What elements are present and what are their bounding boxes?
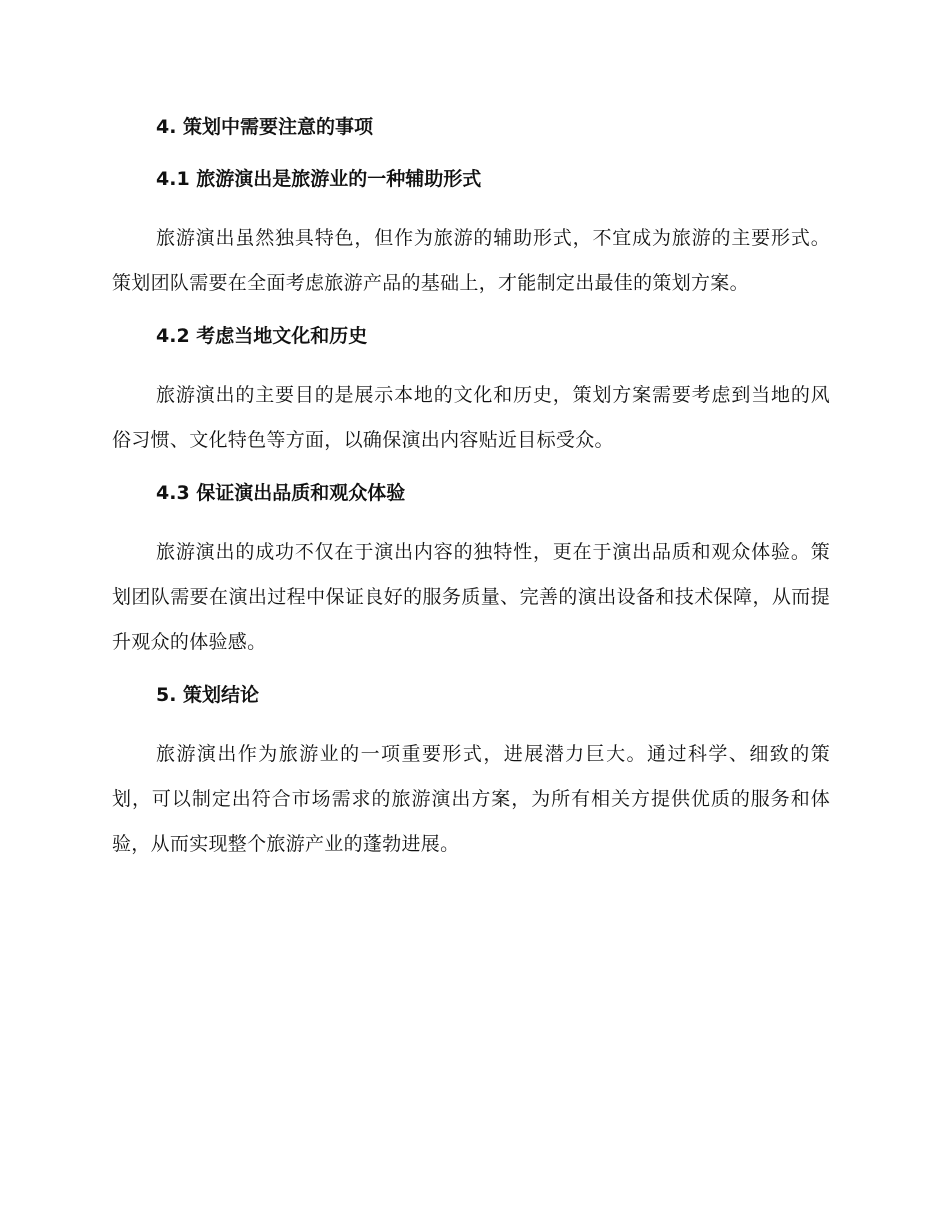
section-heading-4-1: 4.1 旅游演出是旅游业的一种辅助形式: [156, 168, 482, 190]
section-paragraph-4-1: 旅游演出虽然独具特色，但作为旅游的辅助形式，不宜成为旅游的主要形式。策划团队需要在全面考虑旅游产品的基础上，才能制定出最佳的策划方案。: [112, 227, 830, 294]
section-heading-4-2: 4.2 考虑当地文化和历史: [156, 325, 368, 347]
section-paragraph-5: 旅游演出作为旅游业的一项重要形式，进展潜力巨大。通过科学、细致的策划，可以制定出符合市场需求的旅游演出方案，为所有相关方提供优质的服务和体验，从而实现整个旅游产业的蓬勃进展。: [112, 743, 830, 855]
section-heading-5: 5. 策划结论: [156, 684, 260, 706]
section-paragraph-4-3: 旅游演出的成功不仅在于演出内容的独特性，更在于演出品质和观众体验。策划团队需要在演出过程中保证良好的服务质量、完善的演出设备和技术保障，从而提升观众的体验感。: [112, 541, 830, 653]
section-heading-4: 4. 策划中需要注意的事项: [156, 116, 374, 138]
section-paragraph-4-2: 旅游演出的主要目的是展示本地的文化和历史，策划方案需要考虑到当地的风俗习惯、文化特色等方面，以确保演出内容贴近目标受众。: [112, 384, 830, 451]
section-heading-4-3: 4.3 保证演出品质和观众体验: [156, 482, 406, 504]
